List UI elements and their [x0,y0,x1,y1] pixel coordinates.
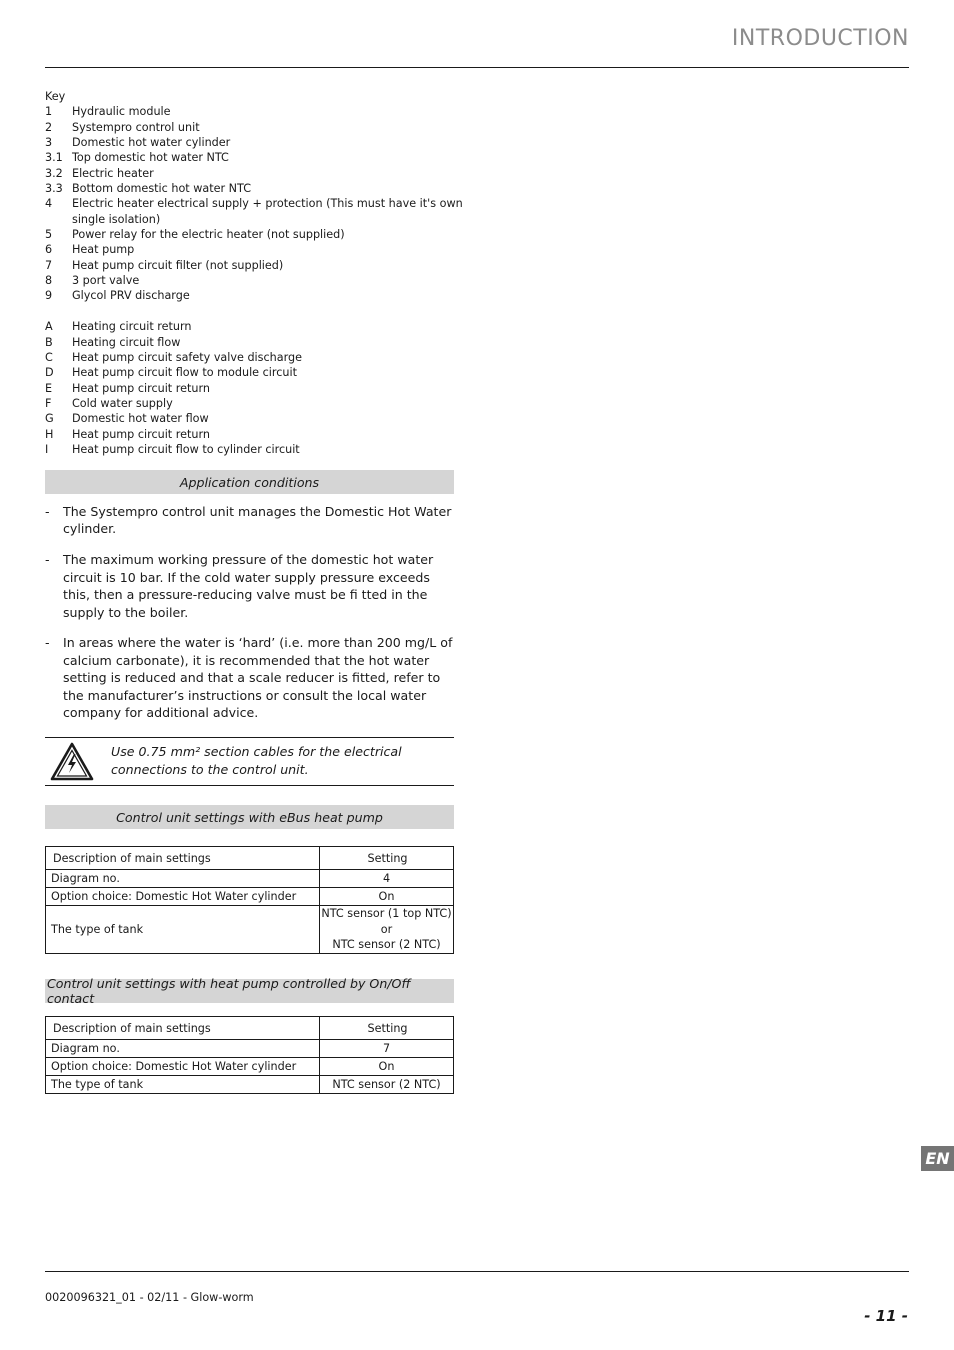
row-setting: NTC sensor (2 NTC) [320,1076,454,1094]
electrical-warning [45,737,454,786]
row-description: The type of tank [46,906,320,954]
key-item-number: 6 [45,243,53,257]
bullet-dash: - [45,635,50,651]
electrical-hazard-icon [50,742,94,782]
column-header-setting: Setting [320,847,454,870]
table-row [46,1058,454,1076]
key-item-number: C [45,350,53,364]
key-item-number: 1 [45,105,53,119]
key-item [45,104,465,119]
bullet-text: The Systempro control unit manages the Domestic Hot Water cylinder. [63,504,452,537]
row-description: Diagram no. [46,1040,320,1058]
row-setting: 7 [320,1040,454,1058]
row-setting: On [320,1058,454,1076]
key-item-label: Domestic hot water cylinder [72,136,231,150]
key-item-label: Heat pump circuit flow to cylinder circuit [72,442,300,456]
key-item-number: 8 [45,274,53,288]
column-header-description: Description of main settings [46,1017,320,1040]
setting-option-or: or [380,922,393,936]
key-item-label: Electric heater electrical supply + protection (This must have it's own single isolation) [72,197,463,226]
key-item [45,381,465,396]
setting-option-2: NTC sensor (2 NTC) [332,938,441,951]
setting-option-1: NTC sensor (1 top NTC) [321,907,452,920]
key-item-label: Glycol PRV discharge [72,289,190,303]
bullet-dash: - [45,504,50,519]
onoff-settings-table [45,1016,454,1094]
key-item [45,319,465,334]
row-description: The type of tank [46,1076,320,1094]
key-item-number: 3.1 [45,151,63,165]
key-item-label: Cold water supply [72,396,173,410]
warning-line-2: connections to the control unit. [111,761,309,777]
key-item [45,120,465,135]
key-item [45,427,465,442]
key-item-number: 2 [45,120,53,134]
table-row [46,888,454,906]
key-item-label: Heating circuit return [72,320,192,334]
key-item-label: Heat pump [72,243,135,257]
key-item [45,258,465,273]
row-setting: 4 [320,870,454,888]
key-spacer [45,304,465,319]
table-header-row [46,1017,454,1040]
key-legend [45,89,465,457]
key-item-label: Systempro control unit [72,120,200,134]
key-item-number: D [45,366,54,380]
table-header-row [46,847,454,870]
key-item [45,181,465,196]
key-item [45,350,465,365]
document-reference: 0020096321_01 - 02/11 - Glow-worm [45,1291,254,1304]
key-item-label: Heat pump circuit return [72,381,210,395]
key-lettered-list [45,319,465,457]
key-item-number: F [45,396,52,410]
table-row [46,1076,454,1094]
row-description: Option choice: Domestic Hot Water cylinder [46,1058,320,1076]
key-item-number: A [45,320,53,334]
table-row [46,906,454,954]
bullet-dash: - [45,552,50,568]
bullet-text: The maximum working pressure of the domestic hot water circuit is 10 bar. If the cold water supply pressure exceeds this, then a pressure-reducing valve must be fi tted in the supply to the boiler. [63,552,434,620]
onoff-settings-heading: Control unit settings with heat pump controlled by On/Off contact [45,979,454,1003]
key-item-label: Heating circuit flow [72,335,181,349]
row-setting: On [320,888,454,906]
row-setting [320,906,454,954]
key-item-number: H [45,427,54,441]
key-item [45,411,465,426]
key-item [45,273,465,288]
ebus-settings-table [45,846,454,954]
page-number: - 11 - [864,1307,908,1325]
list-item [45,634,457,721]
key-item-number: I [45,442,49,456]
key-item-label: Bottom domestic hot water NTC [72,182,252,196]
key-item-number: 4 [45,197,53,211]
key-item-label: Electric heater [72,166,154,180]
table-row [46,1040,454,1058]
bullet-text: In areas where the water is ‘hard’ (i.e. more than 200 mg/L of calcium carbonate), it is recommended that the hot water setting is reduced and that a scale reducer is fitted, refer to the manufacturer’s instructions or consult the local water company for additional advice. [63,635,453,721]
key-item-label: Domestic hot water flow [72,412,209,426]
key-item-label: Hydraulic module [72,105,171,119]
key-item-number: 3.3 [45,182,63,196]
key-item-number: B [45,335,53,349]
key-item-number: 3 [45,136,53,150]
key-item-number: 9 [45,289,53,303]
table-row [46,870,454,888]
key-item [45,288,465,303]
key-item [45,396,465,411]
column-header-description: Description of main settings [46,847,320,870]
key-item [45,442,465,457]
footer-divider [45,1271,909,1272]
list-item [45,503,457,538]
key-item-label: 3 port valve [72,274,140,288]
key-item [45,166,465,181]
key-item [45,227,465,242]
key-item [45,150,465,165]
key-item [45,196,465,227]
key-item-label: Heat pump circuit filter (not supplied) [72,258,284,272]
key-item-number: 7 [45,258,53,272]
application-conditions-heading: Application conditions [45,470,454,494]
key-item-label: Heat pump circuit return [72,427,210,441]
header-divider [45,67,909,68]
key-item-number: E [45,381,53,395]
ebus-settings-heading: Control unit settings with eBus heat pump [45,805,454,829]
key-item-number: 5 [45,228,53,242]
key-item-label: Heat pump circuit safety valve discharge [72,350,302,364]
key-item-number: 3.2 [45,166,63,180]
column-header-setting: Setting [320,1017,454,1040]
language-badge: EN [921,1146,954,1171]
key-heading: Key [45,90,66,103]
key-item [45,365,465,380]
key-item-number: G [45,412,54,426]
warning-line-1: Use 0.75 mm² section cables for the electrical [111,744,402,759]
row-description: Option choice: Domestic Hot Water cylinder [46,888,320,906]
key-item-label: Power relay for the electric heater (not supplied) [72,228,345,242]
list-item [45,551,457,621]
page-section-title: INTRODUCTION [731,26,909,51]
key-item [45,135,465,150]
key-numbered-list [45,104,465,303]
key-item-label: Top domestic hot water NTC [72,151,229,165]
key-item [45,335,465,350]
application-conditions-list [45,503,457,735]
warning-text [111,743,441,778]
key-item-label: Heat pump circuit flow to module circuit [72,366,297,380]
row-description: Diagram no. [46,870,320,888]
key-item [45,242,465,257]
